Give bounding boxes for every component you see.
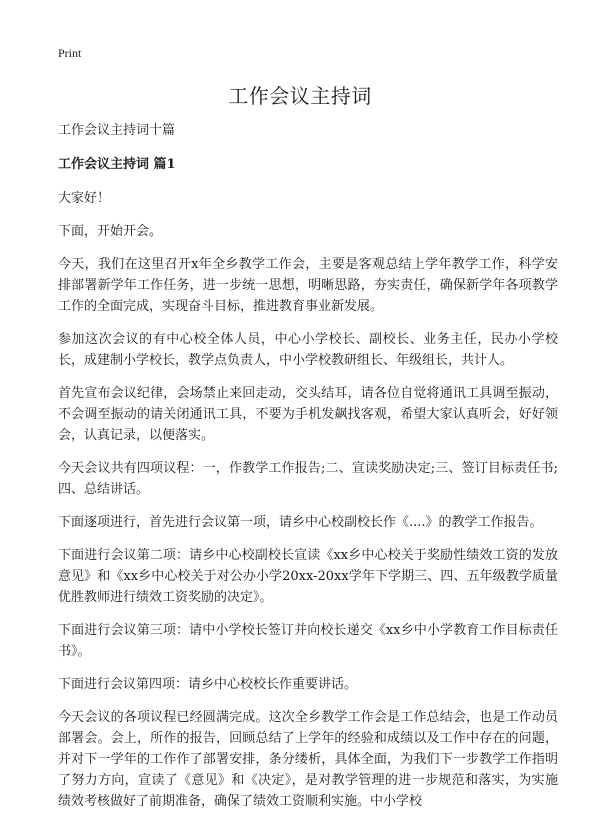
document-title: 工作会议主持词 xyxy=(228,84,372,108)
paragraph-discipline: 首先宣布会议纪律，会场禁止来回走动，交头结耳，请各位自觉将通讯工具调至振动，不会调至振动的请关闭通讯工具，不要为手机发飙找客观，希望大家认真听会，好好领会，认真记录，以便落实。 xyxy=(58,386,558,443)
paragraph-agenda: 今天会议共有四项议程：一，作教学工作报告;二、宣读奖励决定;三、签订目标责任书;四、总结讲话。 xyxy=(58,461,558,497)
paragraph-item-two: 下面进行会议第二项：请乡中心校副校长宣读《xx乡中心校关于奖励性绩效工资的发放意见》和《xx乡中心校关于对公办小学20xx-20xx学年下学期三、四、五年级教学质量优胜教师进行绩效工资奖励的决定》。 xyxy=(58,548,558,605)
paragraph-attendees: 参加这次会议的有中心校全体人员，中心小学校长、副校长、业务主任，民办小学校长，成建制小学校长，教学点负责人，中小学校教研组长、年级组长，共计人。 xyxy=(58,332,558,368)
paragraph-summary: 今天会议的各项议程已经圆满完成。这次全乡教学工作会是工作总结会，也是工作动员部署会。会上，所作的报告，回顾总结了上学年的经验和成绩以及工作中存在的问题，并对下一学年的工作作了部署安排，条分缕析，具体全面，为我们下一步教学工作指明了努力方向，宣读了《意见》和《决定》，是对教学管理的进一步规范和落实，为实施绩效考核做好了前期准备，确保了绩效工资顺利实施。中小学校 xyxy=(58,710,558,809)
paragraph-opening: 下面，开始开会。 xyxy=(58,224,163,239)
paragraph-item-three: 下面进行会议第三项：请中小学校长签订并向校长递交《xx乡中小学教育工作目标责任书》。 xyxy=(58,623,558,659)
print-link[interactable]: Print xyxy=(58,46,82,60)
paragraph-purpose: 今天，我们在这里召开x年全乡教学工作会，主要是客观总结上学年教学工作，科学安排部署新学年工作任务，进一步统一思想，明晰思路，夯实责任，确保新学年各项教学工作的全面完成，实现奋斗目标，推进教育事业新发展。 xyxy=(58,257,558,314)
section-heading: 工作会议主持词 篇1 xyxy=(58,157,176,172)
paragraph-item-one: 下面逐项进行，首先进行会议第一项，请乡中心校副校长作《....》的教学工作报告。 xyxy=(58,515,543,530)
paragraph-item-four: 下面进行会议第四项：请乡中心校校长作重要讲话。 xyxy=(58,677,358,692)
document-body xyxy=(58,120,558,824)
paragraph-greeting: 大家好！ xyxy=(58,191,111,206)
document-subtitle: 工作会议主持词十篇 xyxy=(58,123,176,138)
